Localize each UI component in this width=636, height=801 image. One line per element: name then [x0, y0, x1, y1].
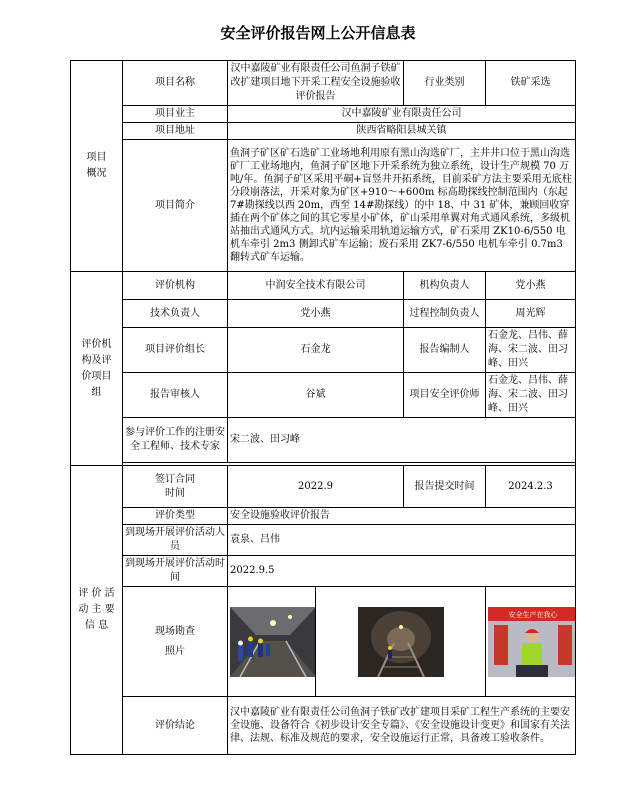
org-section-label: 评价机 构及评 价项目 组 [71, 272, 123, 466]
leader-value: 石金龙 [228, 328, 404, 373]
agency-head-value: 党小燕 [486, 272, 576, 300]
writers-value: 石金龙、吕伟、薛海、宋二波、田习峰、田兴 [486, 328, 576, 373]
owner-value: 汉中嘉陵矿业有限责任公司 [228, 106, 576, 123]
photo-cell-2 [316, 587, 486, 697]
staff-label: 到现场开展评价活动人员 [123, 525, 228, 556]
reviewer-label: 报告审核人 [123, 373, 228, 418]
page-title: 安全评价报告网上公开信息表 [220, 24, 416, 42]
contract-label: 签订合同 时间 [123, 466, 228, 508]
project-name-label: 项目名称 [123, 61, 228, 106]
activity-section-label: 评 价 活 动 主 要 信 息 [71, 466, 123, 755]
submit-label: 报告提交时间 [404, 466, 486, 508]
participants-label: 参与评价工作的注册安全工程师、技术专家 [123, 418, 228, 463]
time-label: 到现场开展评价活动时间 [123, 556, 228, 587]
conclusion-value: 汉中嘉陵矿业有限责任公司鱼洞子铁矿改扩建项目采矿工程生产系统的主要安全设施、设备符合《初步设计安全专篇》、《安全设施设计变更》和国家有关法律、法规、标准及规范的要求，安全设施运行正常，具备竣工验收条件。 [228, 697, 576, 755]
industry-label: 行业类别 [404, 61, 486, 106]
site-entrance-photo [488, 607, 576, 677]
photos-label: 现场勘查 照片 [123, 587, 228, 697]
engineers-label: 项目安全评价师 [404, 373, 486, 418]
address-value: 陕西省略阳县城关镇 [228, 123, 576, 140]
mine-shaft-photo [358, 607, 444, 677]
agency-head-label: 机构负责人 [404, 272, 486, 300]
type-label: 评价类型 [123, 508, 228, 525]
intro-label: 项目简介 [123, 140, 228, 272]
owner-label: 项目业主 [123, 106, 228, 123]
conclusion-label: 评价结论 [123, 697, 228, 755]
type-value: 安全设施验收评价报告 [228, 508, 576, 525]
mine-tunnel-photo [230, 607, 316, 677]
time-value: 2022.9.5 [228, 556, 576, 587]
photo-banner-text: 安全生产在我心 [508, 610, 558, 619]
agency-value: 中润安全技术有限公司 [228, 272, 404, 300]
intro-value: 鱼洞子矿区矿石选矿工业场地利用原有黑山沟选矿厂，主井井口位于黑山沟选矿厂工业场地内，鱼洞子矿区地下开采系统为独立系统，设计生产规模 70 万吨/年。鱼洞子矿区采用平硐+盲竖井开拓系统，目前采矿方法主要采用无底柱分段崩落法，开采对象为矿区+910～+600m 标高勘探线控制范围内（东起 7#勘探线以西 20m，西至 14#勘探线）的中 18、中 31 矿体，兼顾回收穿插在两个矿体之间的其它零星小矿体，矿山采用单翼对角式通风系统，多级机站抽出式通风方式。坑内运输采用轨道运输方式，矿石采用 ZK10-6/550 电机车牵引 2m3 侧卸式矿车运输；废石采用 ZK7-6/550 电机车牵引 0.7m3 翻转式矿车运输。 [228, 140, 576, 272]
photo-cell-1 [228, 587, 316, 697]
project-name-value: 汉中嘉陵矿业有限责任公司鱼洞子铁矿改扩建项目地下开采工程安全设施验收评价报告 [228, 61, 404, 106]
address-label: 项目地址 [123, 123, 228, 140]
submit-value: 2024.2.3 [486, 466, 576, 508]
tech-head-value: 党小燕 [228, 300, 404, 328]
writers-label: 报告编制人 [404, 328, 486, 373]
contract-value: 2022.9 [228, 466, 404, 508]
process-head-label: 过程控制负责人 [404, 300, 486, 328]
leader-label: 项目评价组长 [123, 328, 228, 373]
staff-value: 袁泉、吕伟 [228, 525, 576, 556]
tech-head-label: 技术负责人 [123, 300, 228, 328]
engineers-value: 石金龙、吕伟、薛海、宋二波、田习峰、田兴 [486, 373, 576, 418]
reviewer-value: 谷斌 [228, 373, 404, 418]
participants-value: 宋二波、田习峰 [228, 418, 576, 463]
info-table [70, 60, 576, 755]
photo-cell-3 [486, 587, 576, 697]
industry-value: 铁矿采选 [486, 61, 576, 106]
overview-section-label: 项目 概况 [71, 61, 123, 272]
process-head-value: 周光辉 [486, 300, 576, 328]
agency-label: 评价机构 [123, 272, 228, 300]
